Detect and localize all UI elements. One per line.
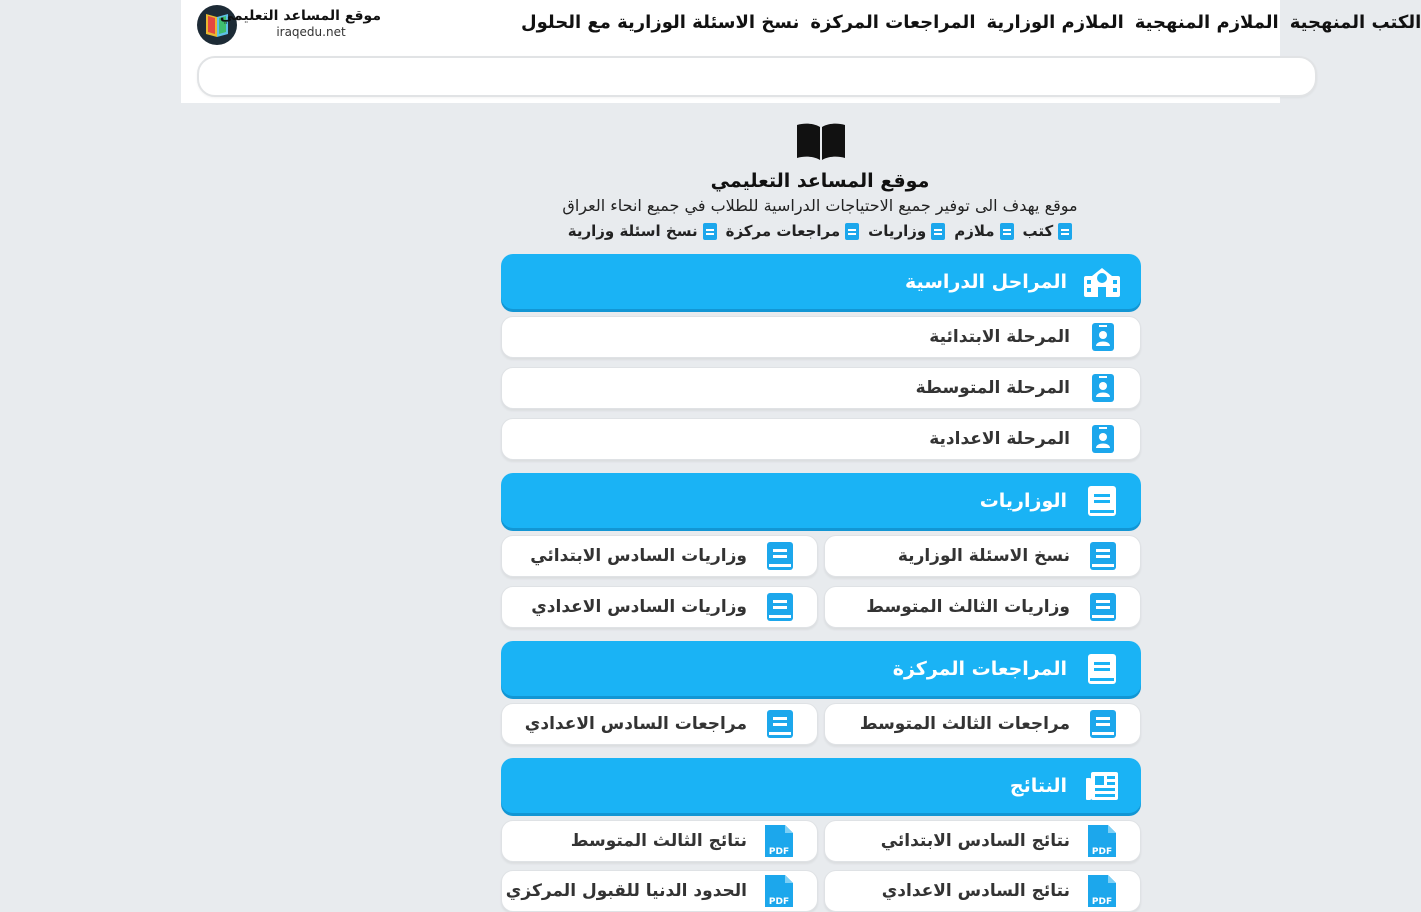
- pdf-file-icon: [767, 826, 793, 856]
- book-icon: [1000, 223, 1014, 240]
- tag-label: وزاريات: [868, 222, 927, 240]
- nav-item-notes[interactable]: الملازم المنهجية: [1134, 12, 1279, 33]
- reviews-item-sixth-preparatory[interactable]: [501, 703, 818, 745]
- nav-item-reviews[interactable]: المراجعات المركزة: [810, 12, 976, 33]
- book-icon: [796, 122, 846, 162]
- nav-item-exam-copies[interactable]: نسخ الاسئلة الوزارية مع الحلول: [521, 12, 800, 33]
- stage-item-intermediate[interactable]: [501, 367, 1141, 409]
- item-label: نتائج الثالث المتوسط: [570, 831, 747, 851]
- tag-books: [1023, 222, 1073, 240]
- book-icon: [767, 592, 793, 622]
- reviews-item-third-intermediate[interactable]: [824, 703, 1141, 745]
- tag-label: كتب: [1022, 222, 1054, 240]
- book-icon: [1083, 653, 1121, 685]
- item-label: المرحلة الاعدادية: [929, 429, 1070, 449]
- tag-label: مراجعات مركزة: [725, 222, 841, 240]
- pdf-file-icon: [1090, 876, 1116, 906]
- item-label: نتائج السادس الاعدادي: [881, 881, 1070, 901]
- ministerial-item-sixth-preparatory[interactable]: [501, 586, 818, 628]
- school-icon: [1083, 266, 1121, 298]
- pdf-file-icon: [767, 876, 793, 906]
- id-badge-icon: [1090, 424, 1116, 454]
- results-item-admission-minimums[interactable]: [501, 870, 818, 912]
- section-title: النتائج: [1009, 774, 1067, 797]
- brand-domain: iraqedu.net: [276, 25, 346, 39]
- book-icon: [1090, 592, 1116, 622]
- section-title: المراجعات المركزة: [892, 657, 1067, 680]
- tag-ministerial: [868, 222, 945, 240]
- book-icon: [1090, 709, 1116, 739]
- item-label: مراجعات السادس الاعدادي: [524, 714, 747, 734]
- ministerial-item-third-intermediate[interactable]: [824, 586, 1141, 628]
- book-icon: [1058, 223, 1072, 240]
- section-header-ministerial: [501, 473, 1141, 528]
- results-item-sixth-primary[interactable]: [824, 820, 1141, 862]
- book-icon: [845, 223, 859, 240]
- item-label: وزاريات السادس الابتدائي: [530, 546, 747, 566]
- section-header-results: [501, 758, 1141, 813]
- section-header-reviews: [501, 641, 1141, 696]
- book-icon: [767, 709, 793, 739]
- results-item-sixth-preparatory[interactable]: [824, 870, 1141, 912]
- pdf-file-icon: [1090, 826, 1116, 856]
- stage-item-primary[interactable]: [501, 316, 1141, 358]
- results-item-third-intermediate[interactable]: [501, 820, 818, 862]
- item-label: المرحلة الابتدائية: [929, 327, 1070, 347]
- item-label: نسخ الاسئلة الوزارية: [897, 546, 1070, 566]
- section-header-stages: [501, 254, 1141, 309]
- item-label: المرحلة المتوسطة: [915, 378, 1070, 398]
- tag-notes: [954, 222, 1013, 240]
- svg-text:PDF: PDF: [768, 897, 790, 907]
- item-label: وزاريات السادس الاعدادي: [531, 597, 747, 617]
- item-label: الحدود الدنيا للقبول المركزي: [505, 881, 747, 901]
- book-icon: [1083, 485, 1121, 517]
- ministerial-item-exam-copies[interactable]: [824, 535, 1141, 577]
- newspaper-icon: [1083, 770, 1121, 802]
- site-header: [181, 0, 1421, 103]
- intro-title: موقع المساعد التعليمي: [710, 170, 930, 192]
- book-icon: [931, 223, 945, 240]
- search-bar[interactable]: [197, 56, 1317, 97]
- item-label: نتائج السادس الابتدائي: [880, 831, 1070, 851]
- svg-text:PDF: PDF: [1091, 897, 1113, 907]
- item-label: مراجعات الثالث المتوسط: [859, 714, 1070, 734]
- tag-reviews: [726, 222, 860, 240]
- svg-text:PDF: PDF: [768, 847, 790, 857]
- book-icon: [703, 223, 717, 240]
- ministerial-item-sixth-primary[interactable]: [501, 535, 818, 577]
- stage-item-preparatory[interactable]: [501, 418, 1141, 460]
- section-title: المراحل الدراسية: [904, 270, 1067, 293]
- book-icon: [767, 541, 793, 571]
- id-badge-icon: [1090, 373, 1116, 403]
- main-nav: [521, 12, 1421, 38]
- nav-item-books[interactable]: الكتب المنهجية: [1289, 12, 1421, 33]
- brand[interactable]: [219, 8, 381, 39]
- nav-item-ministerial-notes[interactable]: الملازم الوزارية: [986, 12, 1124, 33]
- section-title: الوزاريات: [979, 489, 1067, 512]
- book-icon: [1090, 541, 1116, 571]
- intro-description: موقع يهدف الى توفير جميع الاحتياجات الدراسية للطلاب في جميع انحاء العراق: [562, 196, 1078, 215]
- tag-label: ملازم: [954, 222, 995, 240]
- svg-text:PDF: PDF: [1091, 847, 1113, 857]
- tag-label: نسخ اسئلة وزارية: [567, 222, 698, 240]
- tag-exam-copies: [568, 222, 717, 240]
- intro-tags: [500, 222, 1140, 240]
- id-badge-icon: [1090, 322, 1116, 352]
- brand-name: موقع المساعد التعليمي: [219, 8, 381, 24]
- item-label: وزاريات الثالث المتوسط: [866, 597, 1070, 617]
